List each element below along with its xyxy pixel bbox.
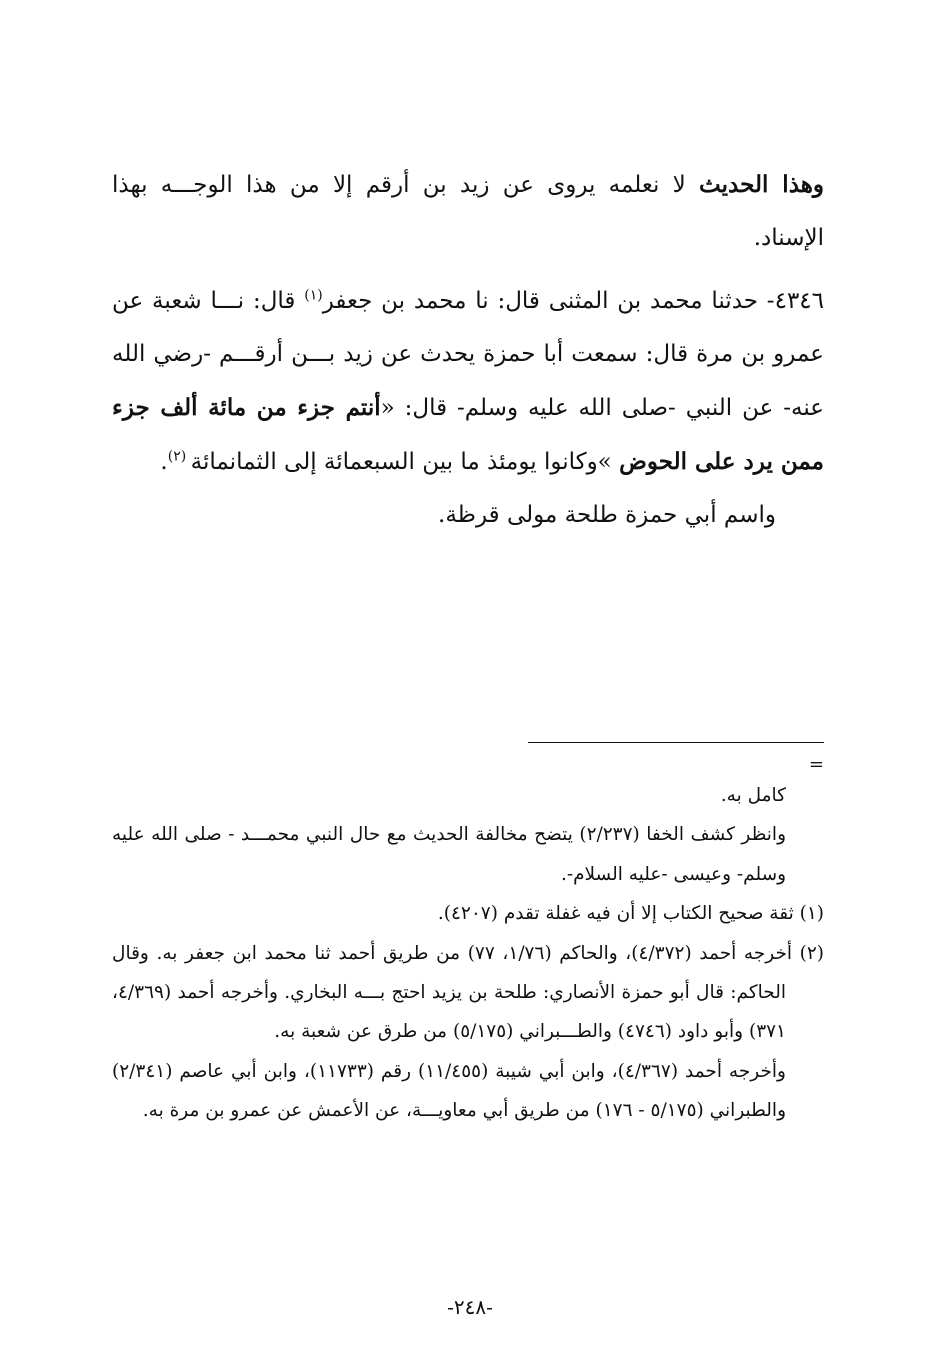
footnote-2: (٢) أخرجه أحمد (٤/٣٧٢)، والحاكم (١/٧٦، ٧٧) من طريق أحمد ثنا محمد ابن جعفر به. وقال الحاكم: قال أبو حمزة الأنصاري: طلحة بن يزيد احتج بـــه البخاري. وأخرجه أحمد (٤/٣٦٩، ٣٧١) وأبو داود (٤٧٤٦) والطـــبراني (٥/١٧٥) من طرق عن شعبة به. [112,942,825,1043]
footnote-1: (١) ثقة صحيح الكتاب إلا أن فيه غفلة تقدم (٤٢٠٧). [437,903,824,925]
main-text-block [112,158,824,542]
continuation-marker: = [808,754,824,775]
hadith-chain-start: ٤٣٤٦- حدثنا محمد بن المثنى قال: نا محمد بن جعفر [322,288,825,314]
footnotes-block [112,776,824,1131]
footnote-2-continuation: وأخرجه أحمد (٤/٣٦٧)، وابن أبي شيبة (١١/٤٥٥) رقم (١١٧٣٣)، وابن أبي عاصم (٢/٣٤١) والطبراني (٥/١٧٥ - ١٧٦) من طريق أبي معاويـــة، عن الأعمش عن عمرو بن مرة به. [112,1060,786,1122]
paragraph-narrator-name: واسم أبي حمزة طلحة مولى قرظة. [438,502,776,528]
page-number: -٢٤٨- [447,1295,493,1319]
paragraph-text: لا نعلمه يروى عن زيد بن أرقم إلا من هذا الوجـــه بهذا الإسناد. [112,172,824,251]
hadith-end: . [160,449,168,475]
footnote-separator [528,742,824,743]
footnote-ref-1: (١) [304,287,323,304]
bold-phrase: وهذا الحديث [699,171,824,198]
footnote-continuation: كامل به. [720,785,786,806]
footnote-continuation-2: وانظر كشف الخفا (٢/٢٣٧) يتضح مخالفة الحديث مع حال النبي محمـــد - صلى الله عليه وسلم- وعيسى -عليه السلام-. [112,824,787,885]
footnote-ref-2: (٢) [167,448,191,465]
hadith-text: أنتم جزء من مائة ألف جزء ممن يرد على الحوض [112,394,824,475]
hadith-4346 [112,275,824,489]
hadith-chain: قال: نـــا شعبة عن عمرو بن مرة قال: سمعت أبا حمزة يحدث عن زيد بـــن أرقـــم -رضي الله عنه- عن النبي -صلى الله عليه وسلم- قال: « [112,288,824,421]
hadith-remark: »وكانوا يومئذ ما بين السبعمائة إلى الثمانمائة [190,449,620,475]
paragraph-closing-remark [112,158,824,265]
